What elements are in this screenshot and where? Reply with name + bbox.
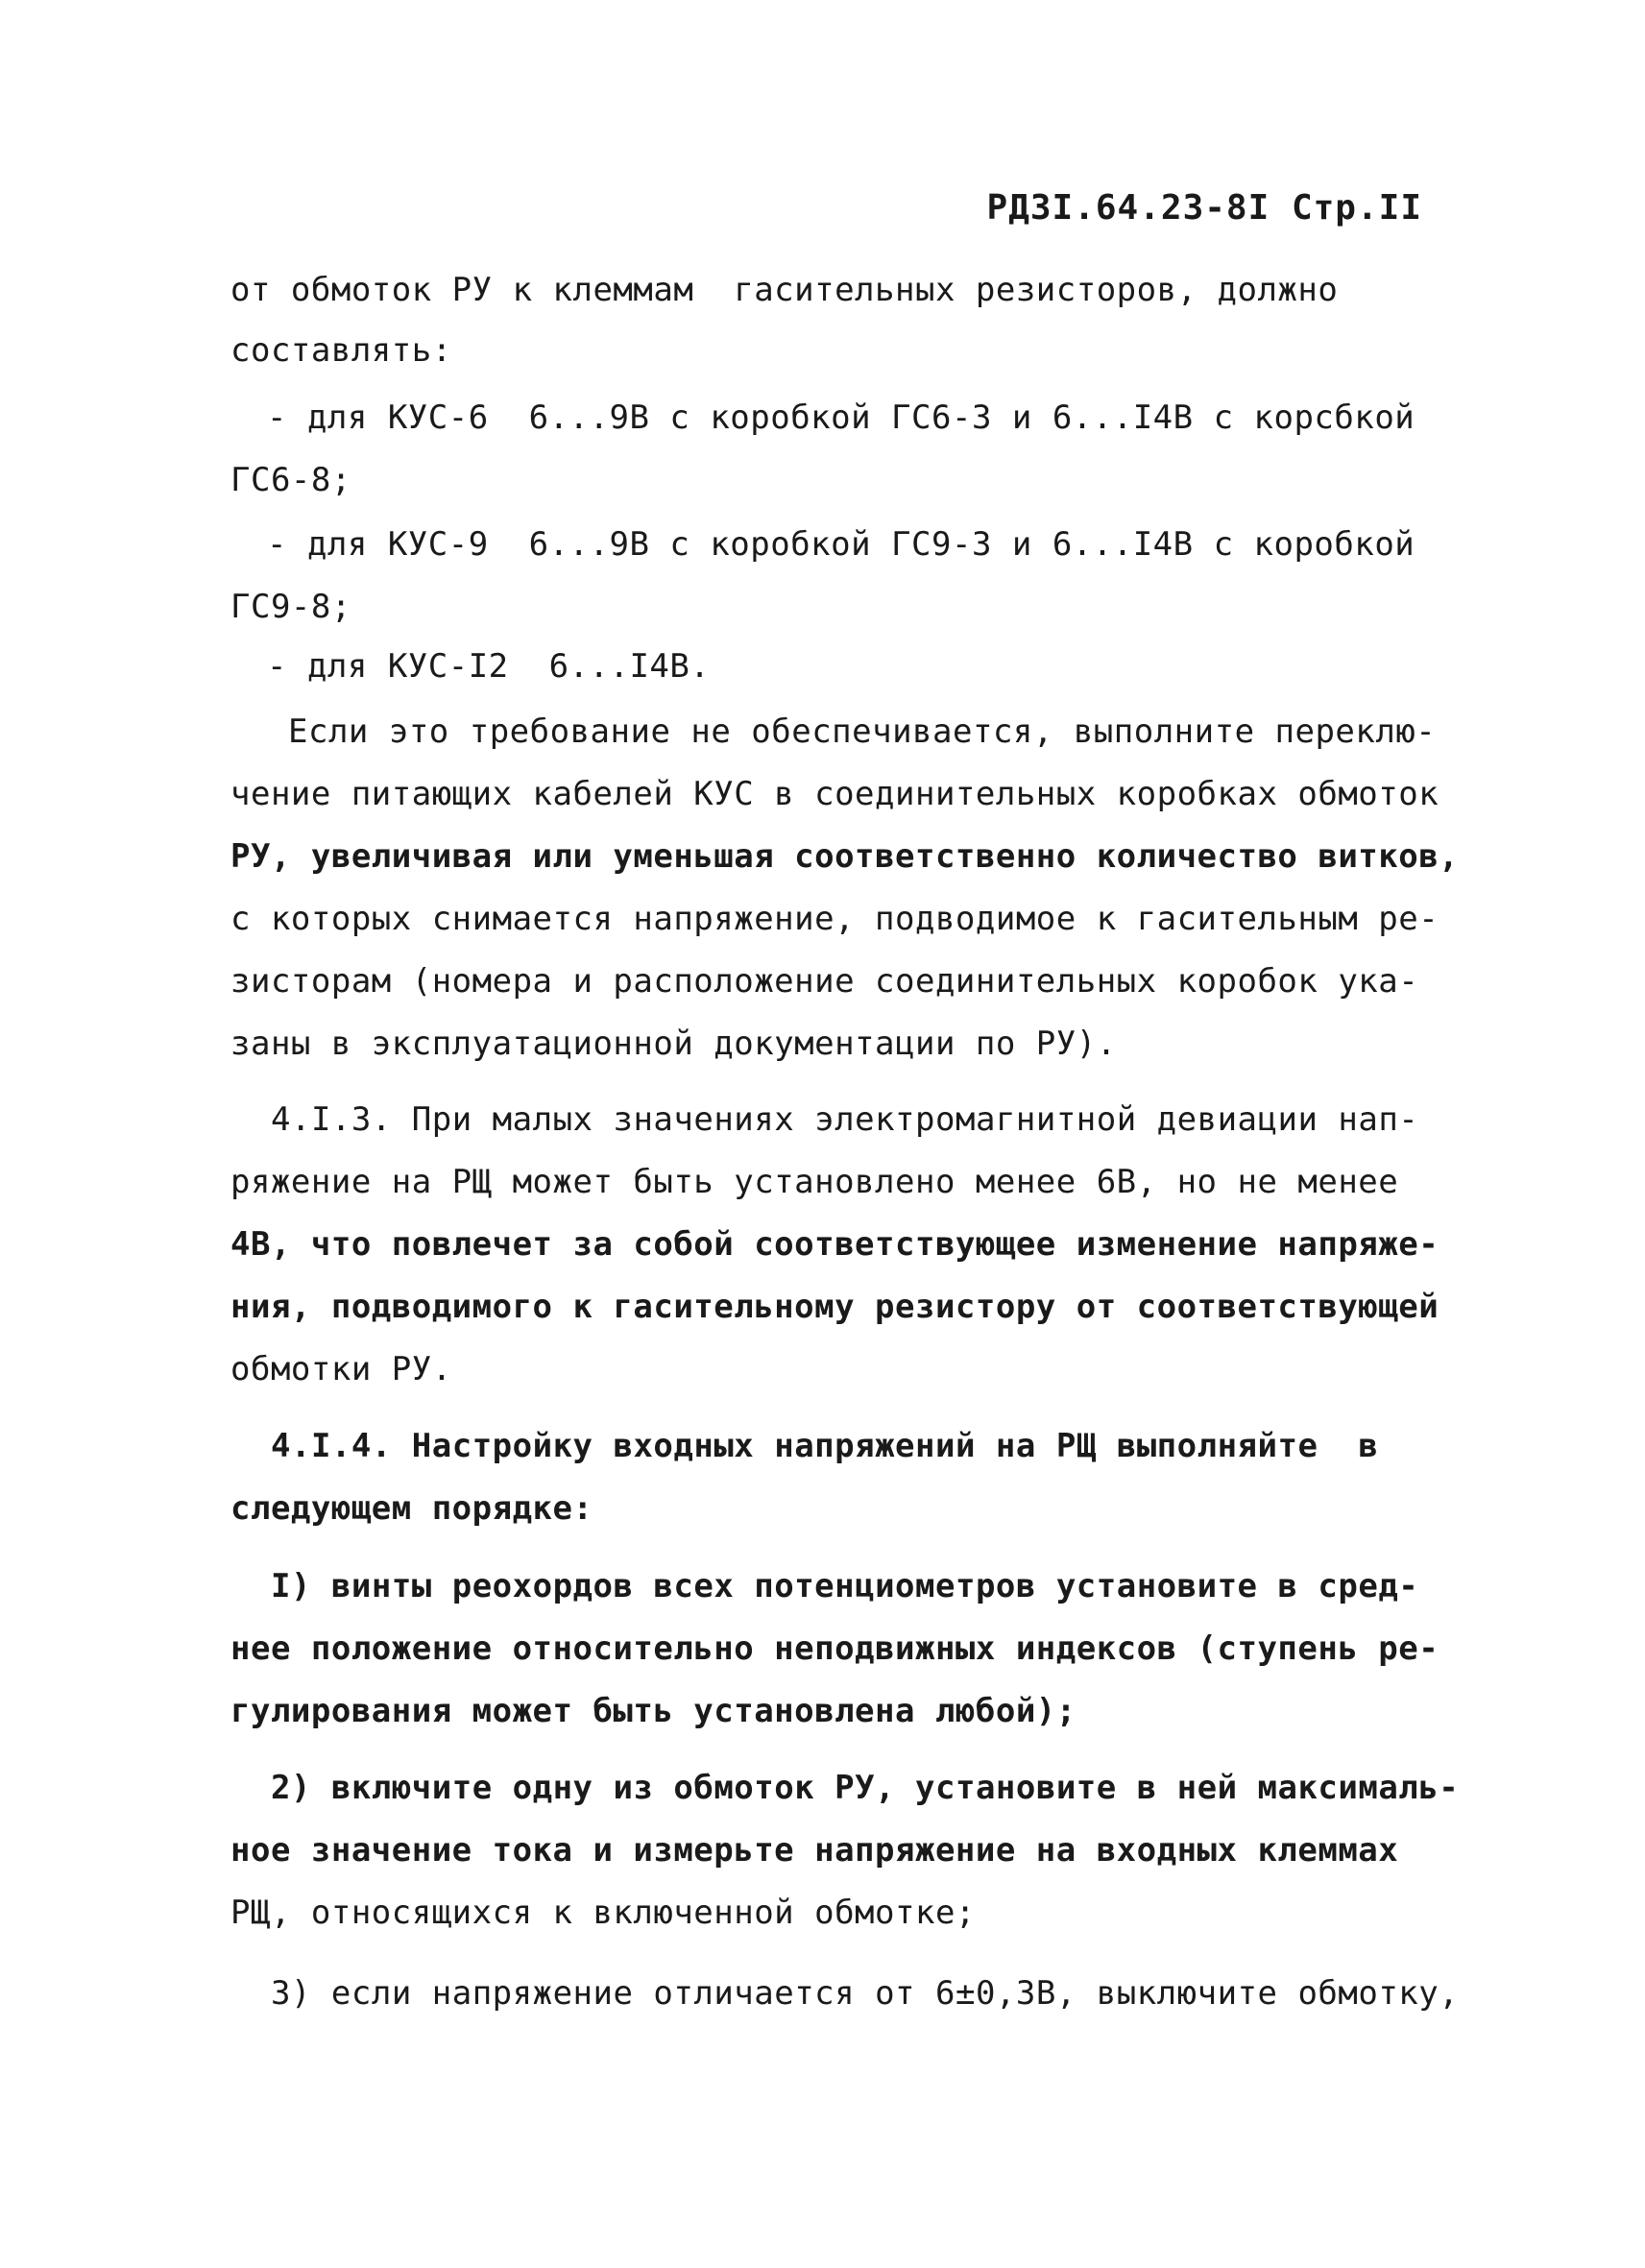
step-2-line: РЩ, относящихся к включенной обмотке; bbox=[230, 1894, 976, 1932]
paragraph-line: заны в эксплуатационной документации по РУ). bbox=[230, 1025, 1117, 1063]
step-1-line: гулирования может быть установлена любой); bbox=[230, 1692, 1077, 1730]
paragraph-line: чение питающих кабелей КУС в соединительных коробках обмоток bbox=[230, 775, 1439, 813]
step-1-line: I) винты реохордов всех потенциометров установите в сред- bbox=[271, 1567, 1419, 1605]
paragraph-line: с которых снимается напряжение, подводимое к гасительным ре- bbox=[230, 900, 1439, 938]
list-item: - для КУС-I2 6...I4В. bbox=[267, 647, 711, 686]
step-3-line: 3) если напряжение отличается от 6±0,3В, выключите обмотку, bbox=[271, 1974, 1460, 2013]
section-4-1-3-line: 4В, что повлечет за собой соответствующее изменение напряже- bbox=[230, 1225, 1439, 1264]
page-header: РДЗI.64.23-8I Стр.II bbox=[986, 188, 1422, 228]
paragraph-line: зисторам (номера и расположение соединительных коробок ука- bbox=[230, 962, 1419, 1001]
section-4-1-4-line: следующем порядке: bbox=[230, 1489, 593, 1528]
section-4-1-3-line: ряжение на РЩ может быть установлено менее 6В, но не менее bbox=[230, 1163, 1399, 1201]
section-4-1-3-line: обмотки РУ. bbox=[230, 1350, 452, 1388]
list-item: - для КУС-6 6...9В с коробкой ГС6-3 и 6...I4В с корсбкой bbox=[267, 398, 1415, 437]
text-line: составлять: bbox=[230, 331, 452, 370]
section-4-1-3-line: ния, подводимого к гасительному резистору от соответствующей bbox=[230, 1288, 1439, 1326]
section-4-1-4-line: 4.I.4. Настройку входных напряжений на РЩ выполняйте в bbox=[271, 1427, 1379, 1465]
paragraph-line: РУ, увеличивая или уменьшая соответственно количество витков, bbox=[230, 837, 1460, 876]
list-item-continuation: ГС9-8; bbox=[230, 588, 351, 626]
list-item: - для КУС-9 6...9В с коробкой ГС9-3 и 6...I4В с коробкой bbox=[267, 525, 1415, 564]
step-2-line: 2) включите одну из обмоток РУ, установите в ней максималь- bbox=[271, 1769, 1460, 1807]
step-2-line: ное значение тока и измерьте напряжение на входных клеммах bbox=[230, 1831, 1399, 1870]
text-line: от обмоток РУ к клеммам гасительных резисторов, должно bbox=[230, 271, 1339, 309]
list-item-continuation: ГС6-8; bbox=[230, 461, 351, 499]
step-1-line: нее положение относительно неподвижных индексов (ступень ре- bbox=[230, 1629, 1439, 1668]
section-4-1-3-line: 4.I.3. При малых значениях электромагнитной девиации нап- bbox=[271, 1100, 1419, 1139]
paragraph-line: Если это требование не обеспечивается, выполните переклю- bbox=[288, 712, 1437, 751]
